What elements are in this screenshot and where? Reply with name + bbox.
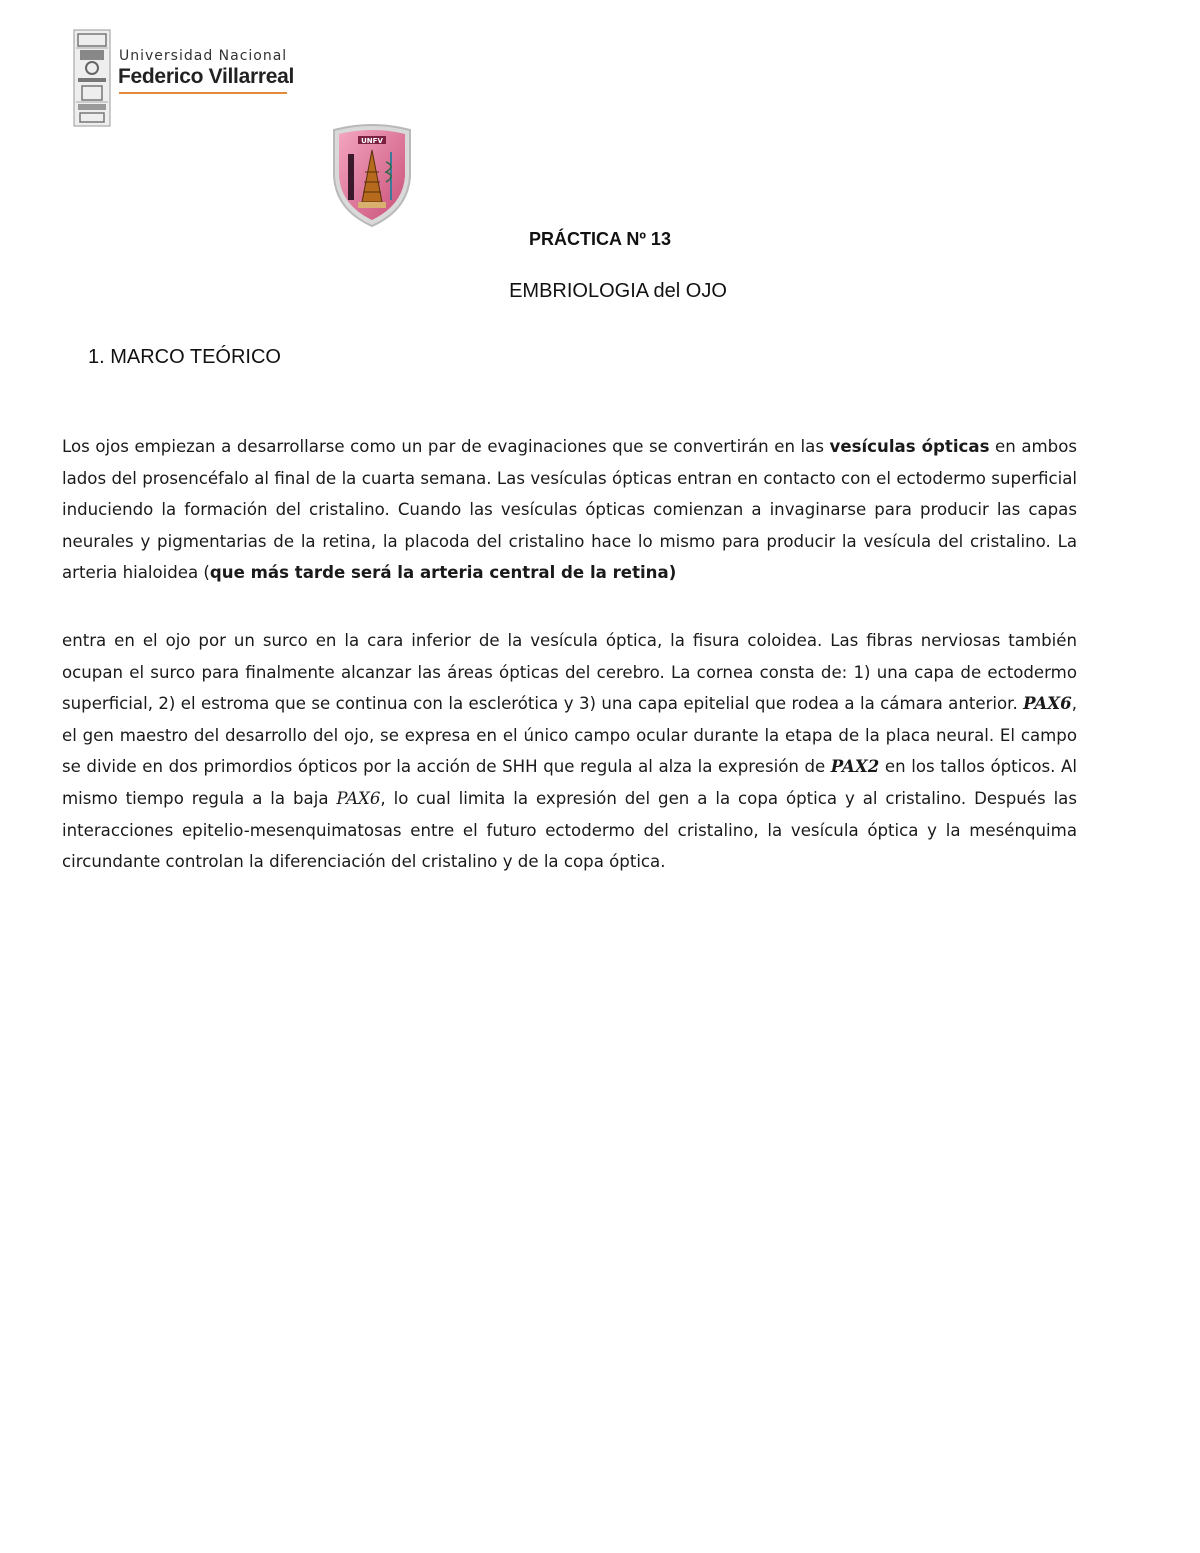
text-run: en ambos lados del prosencéfalo al final de la cuarta semana. Las vesículas ópticas entran en contacto con el ectodermo superficial induciendo la formación del cristalino. Cuando las vesículas ópticas comienzan a invaginarse para producir las capas neurales y pigmentarias de la retina, la placoda del cristalino hace lo mismo para producir la vesícula del cristalino. La arteria hialoidea ( bbox=[62, 437, 1077, 583]
gene-pax2: PAX2 bbox=[830, 756, 880, 777]
practice-title: PRÁCTICA Nº 13 bbox=[529, 229, 671, 249]
paragraph-development bbox=[62, 625, 1077, 878]
text-run: entra en el ojo por un surco en la cara inferior de la vesícula óptica, la fisura coloidea. Las fibras nerviosas también ocupan el surco para finalmente alcanzar las áreas ópticas del cerebro. La cornea consta de: 1) una capa de ectodermo superficial, 2) el estroma que se continua con la esclerótica y 3) una capa epitelial que rodea a la cámara anterior. bbox=[62, 631, 1077, 714]
gene-pax6: PAX6 bbox=[1023, 693, 1072, 714]
paragraph-intro bbox=[62, 431, 1077, 589]
bold-note-arteria: que más tarde será la arteria central de la retina) bbox=[209, 563, 677, 583]
university-name-line2: Federico Villarreal bbox=[118, 65, 295, 88]
bold-term-vesiculas: vesículas ópticas bbox=[829, 437, 990, 456]
logo-underline bbox=[119, 92, 287, 94]
faculty-shield-icon bbox=[328, 122, 416, 230]
text-run: en los tallos ópticos. Al mismo tiempo regula a la baja bbox=[62, 757, 1077, 808]
text-run: , lo cual limita la expresión del gen a la copa óptica y al cristalino. Después las interacciones epitelio-mesenquimatosas entre el futuro ectodermo del cristalino, la vesícula óptica y la mesénquima circundante controlan la diferenciación del cristalino y de la copa óptica. bbox=[62, 788, 1077, 872]
topic-title: EMBRIOLOGIA del OJO bbox=[509, 280, 727, 302]
gene-pax6-italic: PAX6 bbox=[336, 788, 381, 808]
shield-text: UNFV bbox=[361, 137, 383, 145]
section-heading: 1. MARCO TEÓRICO bbox=[88, 346, 281, 368]
text-run: , el gen maestro del desarrollo del ojo, se expresa en el único campo ocular durante la etapa de la placa neural. El campo se divide en dos primordios ópticos por la acción de SHH que regula al alza la expresión de bbox=[62, 694, 1077, 777]
university-logo bbox=[72, 28, 302, 128]
university-emblem-icon bbox=[72, 28, 112, 128]
university-name-line1: Universidad Nacional bbox=[119, 48, 288, 64]
text-run: Los ojos empiezan a desarrollarse como un par de evaginaciones que se convertirán en las bbox=[62, 437, 830, 456]
